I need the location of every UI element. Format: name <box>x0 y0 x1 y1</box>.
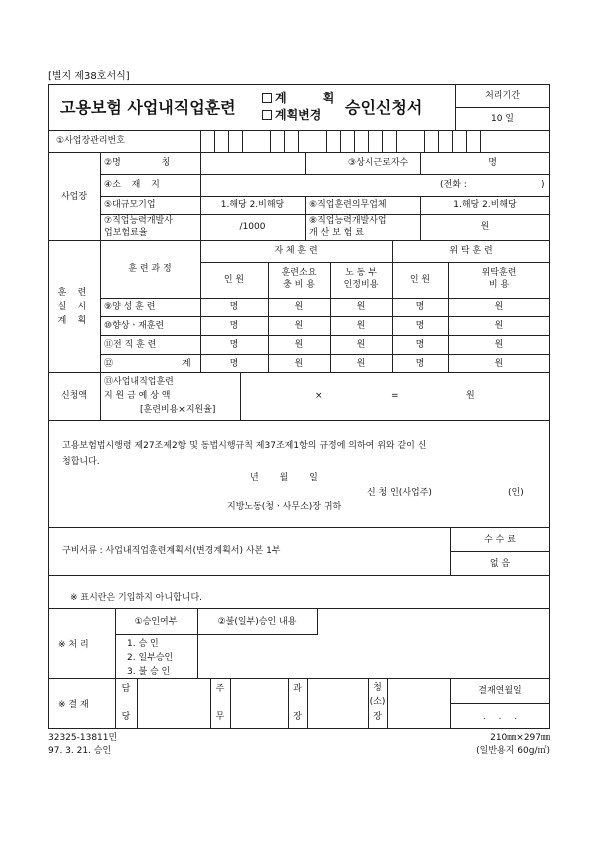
row-label: ⑫ 계 <box>104 359 191 369</box>
amount-label-3: [훈련비용×지원율] <box>140 405 216 415</box>
workers-field[interactable] <box>421 153 550 174</box>
workers-unit: 명 <box>488 158 497 168</box>
site-number-label: ①사업장관리번호 <box>56 136 125 146</box>
large-company-label: ⑤대규모기업 <box>104 200 156 210</box>
row-label: ⑩향상ㆍ재훈련 <box>104 321 165 331</box>
obligated-options[interactable]: 1.해당 2.비해당 <box>453 200 517 210</box>
site-number-boxes[interactable] <box>200 130 550 152</box>
col-approved-2: 인정비용 <box>343 280 379 290</box>
times-sign: × <box>315 391 323 401</box>
support-rate-label-1: ⑦직업능력개발사 <box>104 216 173 226</box>
signoff-head-1: 청 <box>373 683 382 693</box>
signoff-head-3: 장 <box>373 712 382 722</box>
col-self-cost-2: 충 비 용 <box>283 280 315 290</box>
workers-label: ③상시근로자수 <box>348 158 409 168</box>
applicant-label: 신 청 인(사업주) <box>367 488 432 498</box>
large-company-options[interactable]: 1.해당 2.비해당 <box>220 200 285 210</box>
cost-label-1: ⑧직업능력개발사업 <box>309 216 387 226</box>
signoff-manager-2: 장 <box>293 712 302 722</box>
business-section-label: 사업장 <box>60 192 88 202</box>
declaration-date[interactable]: 년 월 일 <box>250 473 318 483</box>
support-rate-value[interactable]: /1000 <box>239 222 266 232</box>
signoff-head-field[interactable] <box>388 679 450 729</box>
col-entrust-cost-2: 비 용 <box>488 280 510 290</box>
signoff-staff-2: 당 <box>121 712 131 722</box>
approval-option-1[interactable]: 1. 승 인 <box>127 639 159 649</box>
course-header: 훈 련 과 정 <box>128 264 172 274</box>
checkbox-icon[interactable] <box>262 93 272 103</box>
training-section-label: 훈 련 실 시 계 획 <box>57 288 87 326</box>
equals-sign: = <box>391 391 399 401</box>
approval-option-3[interactable]: 3. 불 승 인 <box>127 667 171 677</box>
amount-unit: 원 <box>466 391 475 401</box>
title-option-change: 계획변경 <box>262 108 321 122</box>
declaration-text-2: 청합니다. <box>62 457 100 467</box>
declaration-text-1: 고용보험법시행령 제27조제2항 및 동법시행규칙 제37조제1항의 규정에 의하여 위와 같이 신 <box>62 441 427 451</box>
processing-period-value: 10 일 <box>490 114 514 124</box>
phone-label: (전화 : <box>440 180 467 190</box>
amount-label-1: ⑬사업내직업훈련 <box>104 377 174 387</box>
amount-label-2: 지 원 금 예 상 액 <box>104 391 171 401</box>
col-self-count: 인 원 <box>223 275 245 285</box>
signoff-date-label: 결재연월일 <box>478 686 522 696</box>
signoff-label: ※ 결 재 <box>58 700 89 710</box>
footer-code: 32325-13811민 <box>48 733 118 743</box>
phone-close: ) <box>541 180 545 190</box>
rejection-header: ②불(일부)승인 내용 <box>217 617 297 627</box>
approval-option-2[interactable]: 2. 일부승인 <box>127 653 174 663</box>
fee-value: 없 음 <box>489 559 511 569</box>
entrust-training-header: 위 탁 훈 련 <box>449 246 493 256</box>
signoff-head-2: (소) <box>369 697 386 707</box>
form-title <box>60 99 236 117</box>
cost-unit[interactable]: 원 <box>480 222 490 232</box>
title-left: 고용보험 사업내직업훈련 <box>60 98 236 117</box>
signoff-chief-1: 주 <box>215 684 225 694</box>
obligated-label: ⑥직업훈련의무업체 <box>309 200 387 210</box>
col-entrust-cost-1: 위탁훈련 <box>481 268 517 278</box>
signoff-staff-field[interactable] <box>138 679 210 729</box>
attachment-text: 구비서류 : 사업내직업훈련계획서(변경계획서) 사본 1부 <box>62 546 281 556</box>
form-id: [별지 제38호서식] <box>48 71 130 82</box>
cost-label-2: 개 산 보 험 료 <box>309 228 364 238</box>
business-name-field[interactable] <box>201 153 305 174</box>
fee-label: 수 수 료 <box>484 535 516 545</box>
title-right: 승인신청서 <box>345 98 423 117</box>
rejection-content-field[interactable] <box>198 635 318 678</box>
row-label: ⑨양 성 훈 련 <box>104 302 156 312</box>
signoff-manager-field[interactable] <box>308 679 368 729</box>
signoff-date-value[interactable]: . . . <box>482 712 518 722</box>
footer-approval: 97. 3. 21. 승인 <box>48 746 112 756</box>
self-training-header: 자 체 훈 련 <box>274 246 318 256</box>
note-text: ※ 표시란은 기입하지 아니합니다. <box>70 593 203 603</box>
footer-size: 210㎜×297㎜ <box>490 733 550 743</box>
processing-period-label: 처리기간 <box>485 91 520 101</box>
signoff-staff-1: 담 <box>121 684 131 694</box>
footer-paper: (일반용지 60g/㎡) <box>476 746 550 756</box>
approval-header: ①승인여부 <box>134 617 178 627</box>
address-label: ④소 재 지 <box>104 180 160 190</box>
signoff-chief-field[interactable] <box>231 679 288 729</box>
title-option-plan: 계 획 <box>262 91 350 105</box>
seal-mark: (인) <box>508 488 524 498</box>
col-self-cost-1: 훈련소요 <box>281 268 317 278</box>
addressee: 지방노동(청ㆍ사무소)장 귀하 <box>227 502 342 512</box>
address-field[interactable] <box>201 175 431 196</box>
checkbox-icon[interactable] <box>262 110 272 120</box>
signoff-chief-2: 무 <box>215 712 225 722</box>
col-entrust-count: 인 원 <box>409 275 431 285</box>
business-name-label: ②명 칭 <box>104 158 171 168</box>
support-rate-label-2: 업보험료율 <box>104 228 148 238</box>
amount-section-label: 신청액 <box>60 391 88 401</box>
signoff-manager-1: 과 <box>293 684 302 694</box>
process-label: ※ 처 리 <box>58 640 89 650</box>
row-label: ⑪전 직 훈 련 <box>104 340 157 350</box>
col-approved-1: 노 동 부 <box>345 268 377 278</box>
